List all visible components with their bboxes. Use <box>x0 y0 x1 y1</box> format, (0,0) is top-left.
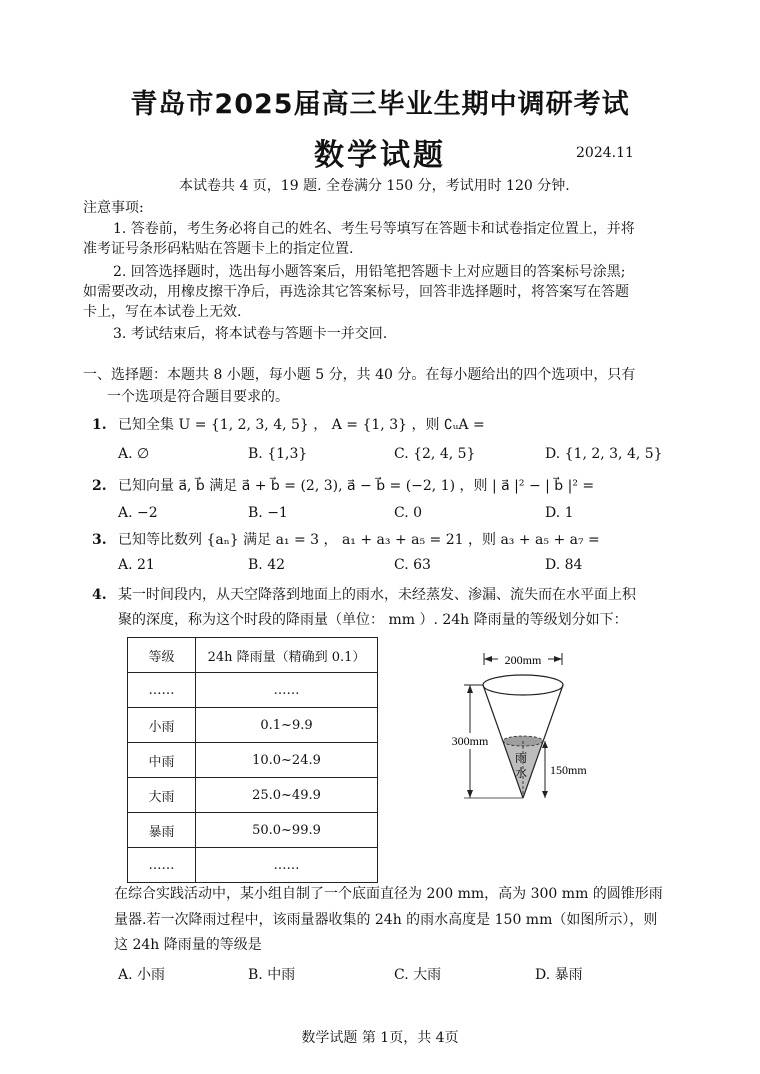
water-height-label: 150mm <box>550 763 587 777</box>
arrow-right-icon <box>554 656 562 662</box>
table-row <box>128 743 378 778</box>
table-header-cell: 等级 <box>128 638 196 673</box>
question-number: 1. <box>92 417 107 433</box>
height-label: 300mm <box>451 734 489 748</box>
subject-title: 数学试题 <box>314 138 446 173</box>
exam-title: 青岛市2025届高三毕业生期中调研考试 <box>130 89 630 120</box>
table-cell: 小雨 <box>128 708 196 743</box>
table-cell: 10.0~24.9 <box>196 743 378 778</box>
option-b: B. {1,3} <box>248 446 308 462</box>
option-c: C. {2, 4, 5} <box>394 446 476 462</box>
question-stem-line-1: 某一时间段内，从天空降落到地面上的雨水，未经蒸发、渗漏、流失而在水平面上积 <box>118 587 636 603</box>
exam-info: 本试卷共 4 页，19 题. 全卷满分 150 分，考试用时 120 分钟. <box>179 178 570 194</box>
notice-item-2-line-3: 卡上，写在本试卷上无效. <box>83 304 242 320</box>
notice-heading: 注意事项: <box>83 200 144 216</box>
arrow-left-icon <box>484 656 492 662</box>
table-row <box>128 848 378 883</box>
question-stem-after-line-2: 量器.若一次降雨过程中，该雨量器收集的 24h 的雨水高度是 150 mm（如图所示），则 <box>114 912 658 928</box>
option-c: C. 大雨 <box>394 967 442 983</box>
table-cell: …… <box>128 673 196 708</box>
table-row <box>128 778 378 813</box>
option-b: B. 中雨 <box>248 967 296 983</box>
question-stem-after-line-1: 在综合实践活动中，某小组自制了一个底面直径为 200 mm，高为 300 mm 的圆锥形雨 <box>114 886 663 902</box>
table-row <box>128 813 378 848</box>
table-cell: …… <box>196 673 378 708</box>
question-number: 4. <box>92 587 107 603</box>
section-heading-line-2: 一个选项是符合题目要求的。 <box>107 389 289 405</box>
option-c: C. 0 <box>394 505 423 521</box>
question-stem: 已知全集 U = {1, 2, 3, 4, 5} ， A = {1, 3} ，则 ∁ᵤA = <box>118 417 485 433</box>
option-c: C. 63 <box>394 557 431 573</box>
option-a: A. 21 <box>118 557 155 573</box>
page-footer: 数学试题 第 1页，共 4页 <box>301 1030 459 1046</box>
question-number: 2. <box>92 478 107 494</box>
table-cell: 暴雨 <box>128 813 196 848</box>
top-diameter-label: 200mm <box>504 653 542 667</box>
table-cell: …… <box>196 848 378 883</box>
option-d: D. 暴雨 <box>535 967 583 983</box>
notice-item-1-line-2: 准考证号条形码粘贴在答题卡上的指定位置. <box>83 241 354 257</box>
notice-item-3: 3. 考试结束后，将本试卷与答题卡一并交回. <box>113 326 388 342</box>
table-cell: 中雨 <box>128 743 196 778</box>
arrow-up-icon <box>467 685 473 693</box>
table-row <box>128 708 378 743</box>
table-cell: 50.0~99.9 <box>196 813 378 848</box>
option-a: A. −2 <box>118 505 158 521</box>
question-number: 3. <box>92 532 107 548</box>
option-d: D. 84 <box>545 557 583 573</box>
question-stem: 已知等比数列 {aₙ} 满足 a₁ = 3 ， a₁ + a₃ + a₅ = 21 ，则 a₃ + a₅ + a₇ = <box>118 532 600 548</box>
notice-item-2-line-1: 2. 回答选择题时，选出每小题答案后，用铅笔把答题卡上对应题目的答案标号涂黑; <box>113 264 626 280</box>
cone-rim <box>483 675 563 695</box>
question-stem-line-2: 聚的深度，称为这个时段的降雨量（单位： mm ）. 24h 降雨量的等级划分如下： <box>118 612 628 628</box>
question-stem-after-line-3: 这 24h 降雨量的等级是 <box>114 937 262 953</box>
table-cell: 0.1~9.9 <box>196 708 378 743</box>
table-header-cell: 24h 降雨量（精确到 0.1） <box>196 638 378 673</box>
option-d: D. {1, 2, 3, 4, 5} <box>545 446 663 462</box>
arrow-down-icon <box>542 791 548 798</box>
notice-item-1-line-1: 1. 答卷前，考生务必将自己的姓名、考生号等填写在答题卡和试卷指定位置上，并将 <box>113 221 635 237</box>
notice-item-2-line-2: 如需要改动，用橡皮擦干净后，再选涂其它答案标号，回答非选择题时，将答案写在答题 <box>83 284 629 300</box>
table-cell: 大雨 <box>128 778 196 813</box>
table-header-row <box>128 638 378 673</box>
table-cell: …… <box>128 848 196 883</box>
option-b: B. −1 <box>248 505 288 521</box>
option-a: A. ∅ <box>118 446 150 462</box>
section-heading-line-1: 一、选择题：本题共 8 小题，每小题 5 分，共 40 分。在每小题给出的四个选项中，只有 <box>83 367 636 383</box>
table-cell: 25.0~49.9 <box>196 778 378 813</box>
exam-date: 2024.11 <box>576 145 634 161</box>
option-b: B. 42 <box>248 557 286 573</box>
option-d: D. 1 <box>545 505 574 521</box>
water-label-char-2: 水 <box>515 766 528 780</box>
water-label-char-1: 雨 <box>515 751 528 765</box>
arrow-down-icon <box>467 790 473 798</box>
rain-gauge-cone-figure <box>440 645 610 815</box>
table-row <box>128 673 378 708</box>
option-a: A. 小雨 <box>118 967 166 983</box>
question-stem: 已知向量 a⃗, b⃗ 满足 a⃗ + b⃗ = (2, 3), a⃗ − b⃗ = (−2, 1) ，则 | a⃗ |² − | b⃗ |² = <box>118 478 595 494</box>
rainfall-table <box>127 637 378 883</box>
